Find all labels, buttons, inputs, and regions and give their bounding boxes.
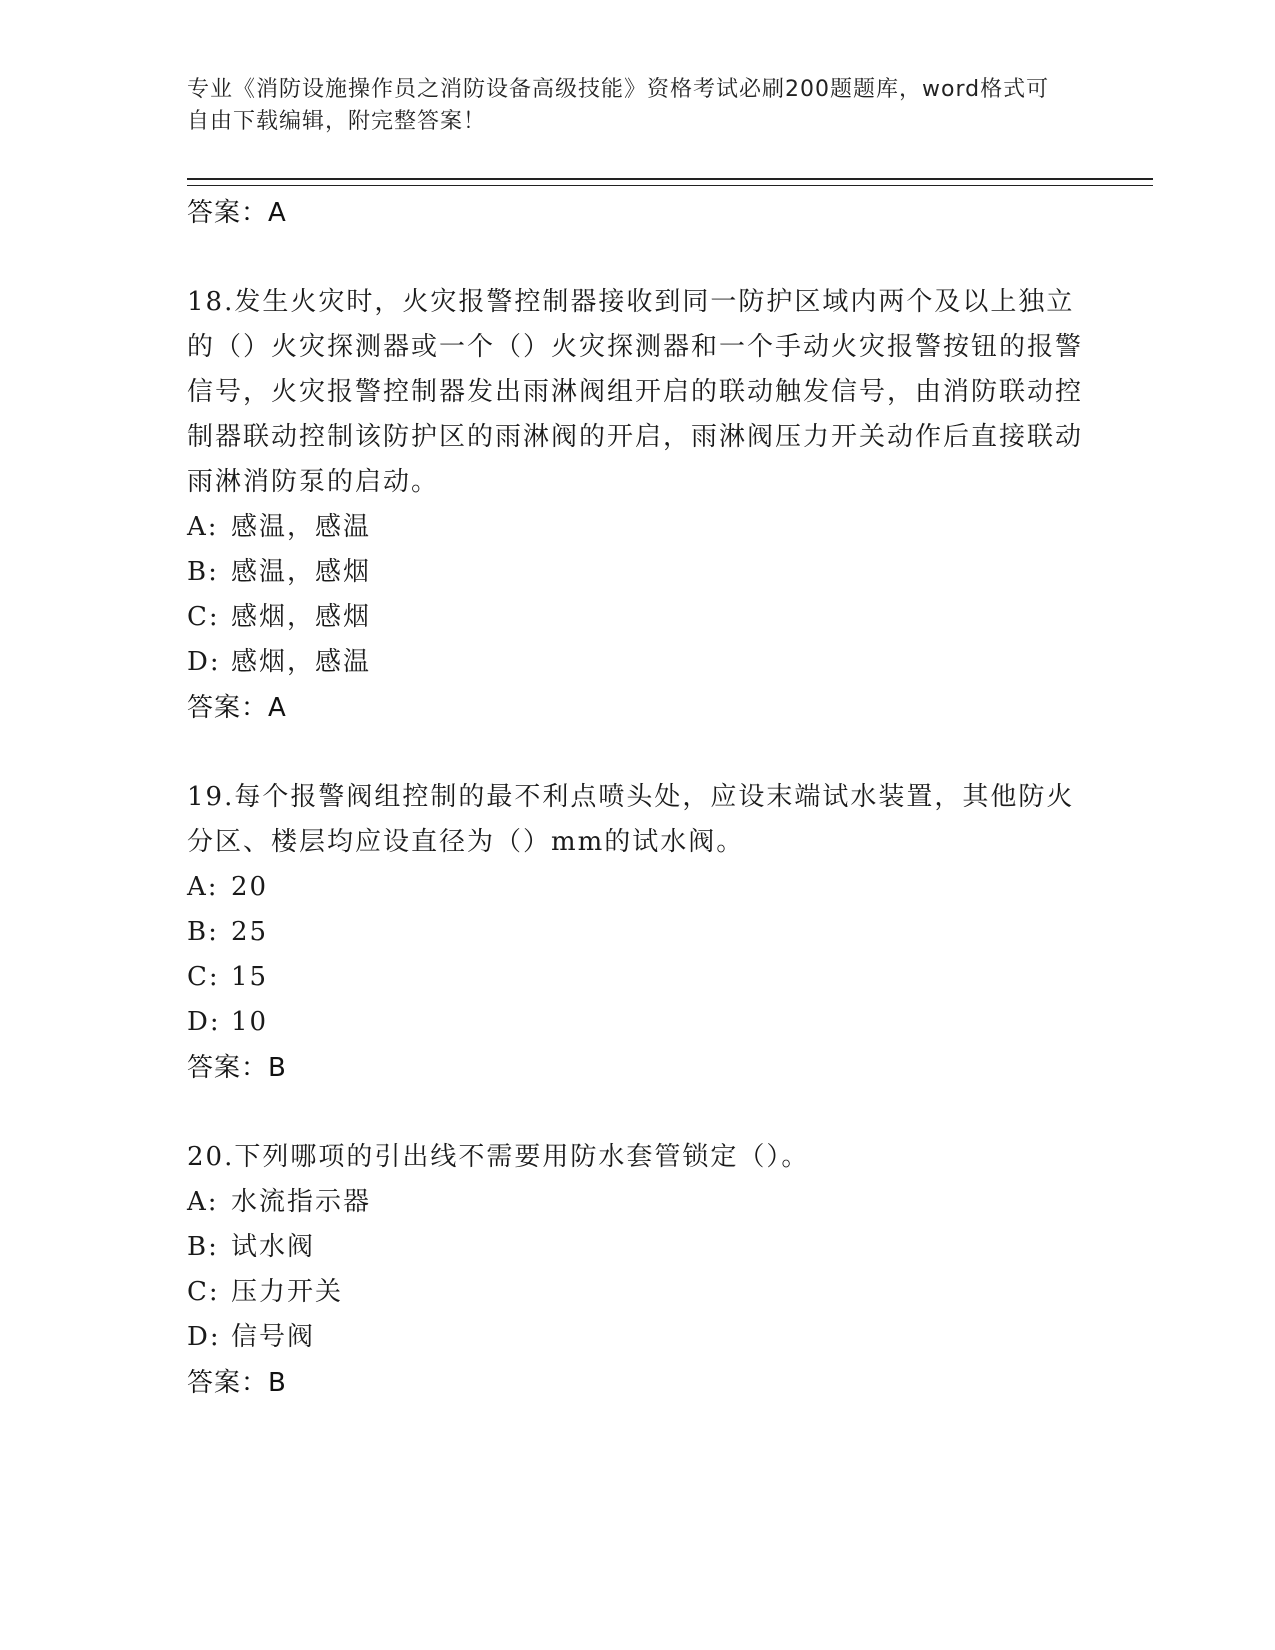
option-c xyxy=(187,955,1087,1000)
option-text: 感烟，感温 xyxy=(231,647,372,677)
option-key: B: xyxy=(187,1232,219,1262)
option-text: 20 xyxy=(231,872,269,902)
option-c xyxy=(187,595,1087,640)
answer-label: 答案：B xyxy=(187,1368,287,1398)
option-text: 25 xyxy=(231,917,269,947)
option-key: B: xyxy=(187,557,219,587)
option-text: 感温，感温 xyxy=(231,512,372,542)
header-divider xyxy=(187,178,1153,186)
question-stem: 18.发生火灾时，火灾报警控制器接收到同一防护区域内两个及以上独立的（）火灾探测器或一个（）火灾探测器和一个手动火灾报警按钮的报警信号，火灾报警控制器发出雨淋阀组开启的联动触发信号，由消防联动控制器联动控制该防护区的雨淋阀的开启，雨淋阀压力开关动作后直接联动雨淋消防泵的启动。 xyxy=(187,287,1084,497)
option-key: C: xyxy=(187,962,220,992)
document-body xyxy=(187,190,1087,1406)
option-key: A: xyxy=(187,872,219,902)
option-text: 感温，感烟 xyxy=(231,557,372,587)
option-key: A: xyxy=(187,1187,219,1217)
option-text: 试水阀 xyxy=(231,1232,316,1262)
answer-label: 答案：A xyxy=(187,198,287,228)
option-a xyxy=(187,1180,1087,1225)
option-key: D: xyxy=(187,1322,221,1352)
option-b xyxy=(187,550,1087,595)
option-b xyxy=(187,910,1087,955)
page-header: 专业《消防设施操作员之消防设备高级技能》资格考试必刷200题题库，word格式可自由下载编辑，附完整答案！ xyxy=(187,77,1050,134)
option-text: 15 xyxy=(231,962,269,992)
question-20 xyxy=(187,1135,1087,1406)
option-b xyxy=(187,1225,1087,1270)
option-d xyxy=(187,1315,1087,1360)
option-key: C: xyxy=(187,1277,220,1307)
answer-label: 答案：A xyxy=(187,693,287,723)
question-stem: 20.下列哪项的引出线不需要用防水套管锁定（）。 xyxy=(187,1142,810,1172)
option-key: C: xyxy=(187,602,220,632)
option-key: D: xyxy=(187,647,221,677)
option-key: B: xyxy=(187,917,219,947)
option-d xyxy=(187,640,1087,685)
option-text: 10 xyxy=(231,1007,269,1037)
option-key: D: xyxy=(187,1007,221,1037)
answer-label: 答案：B xyxy=(187,1053,287,1083)
option-c xyxy=(187,1270,1087,1315)
option-text: 压力开关 xyxy=(231,1277,344,1307)
question-19 xyxy=(187,775,1087,1091)
option-text: 信号阀 xyxy=(231,1322,316,1352)
option-key: A: xyxy=(187,512,219,542)
question-stem: 19.每个报警阀组控制的最不利点喷头处，应设末端试水装置，其他防火分区、楼层均应设直径为（）mm的试水阀。 xyxy=(187,782,1075,857)
option-text: 水流指示器 xyxy=(231,1187,372,1217)
option-d xyxy=(187,1000,1087,1045)
option-a xyxy=(187,865,1087,910)
option-a xyxy=(187,505,1087,550)
question-18 xyxy=(187,280,1087,731)
option-text: 感烟，感烟 xyxy=(231,602,372,632)
